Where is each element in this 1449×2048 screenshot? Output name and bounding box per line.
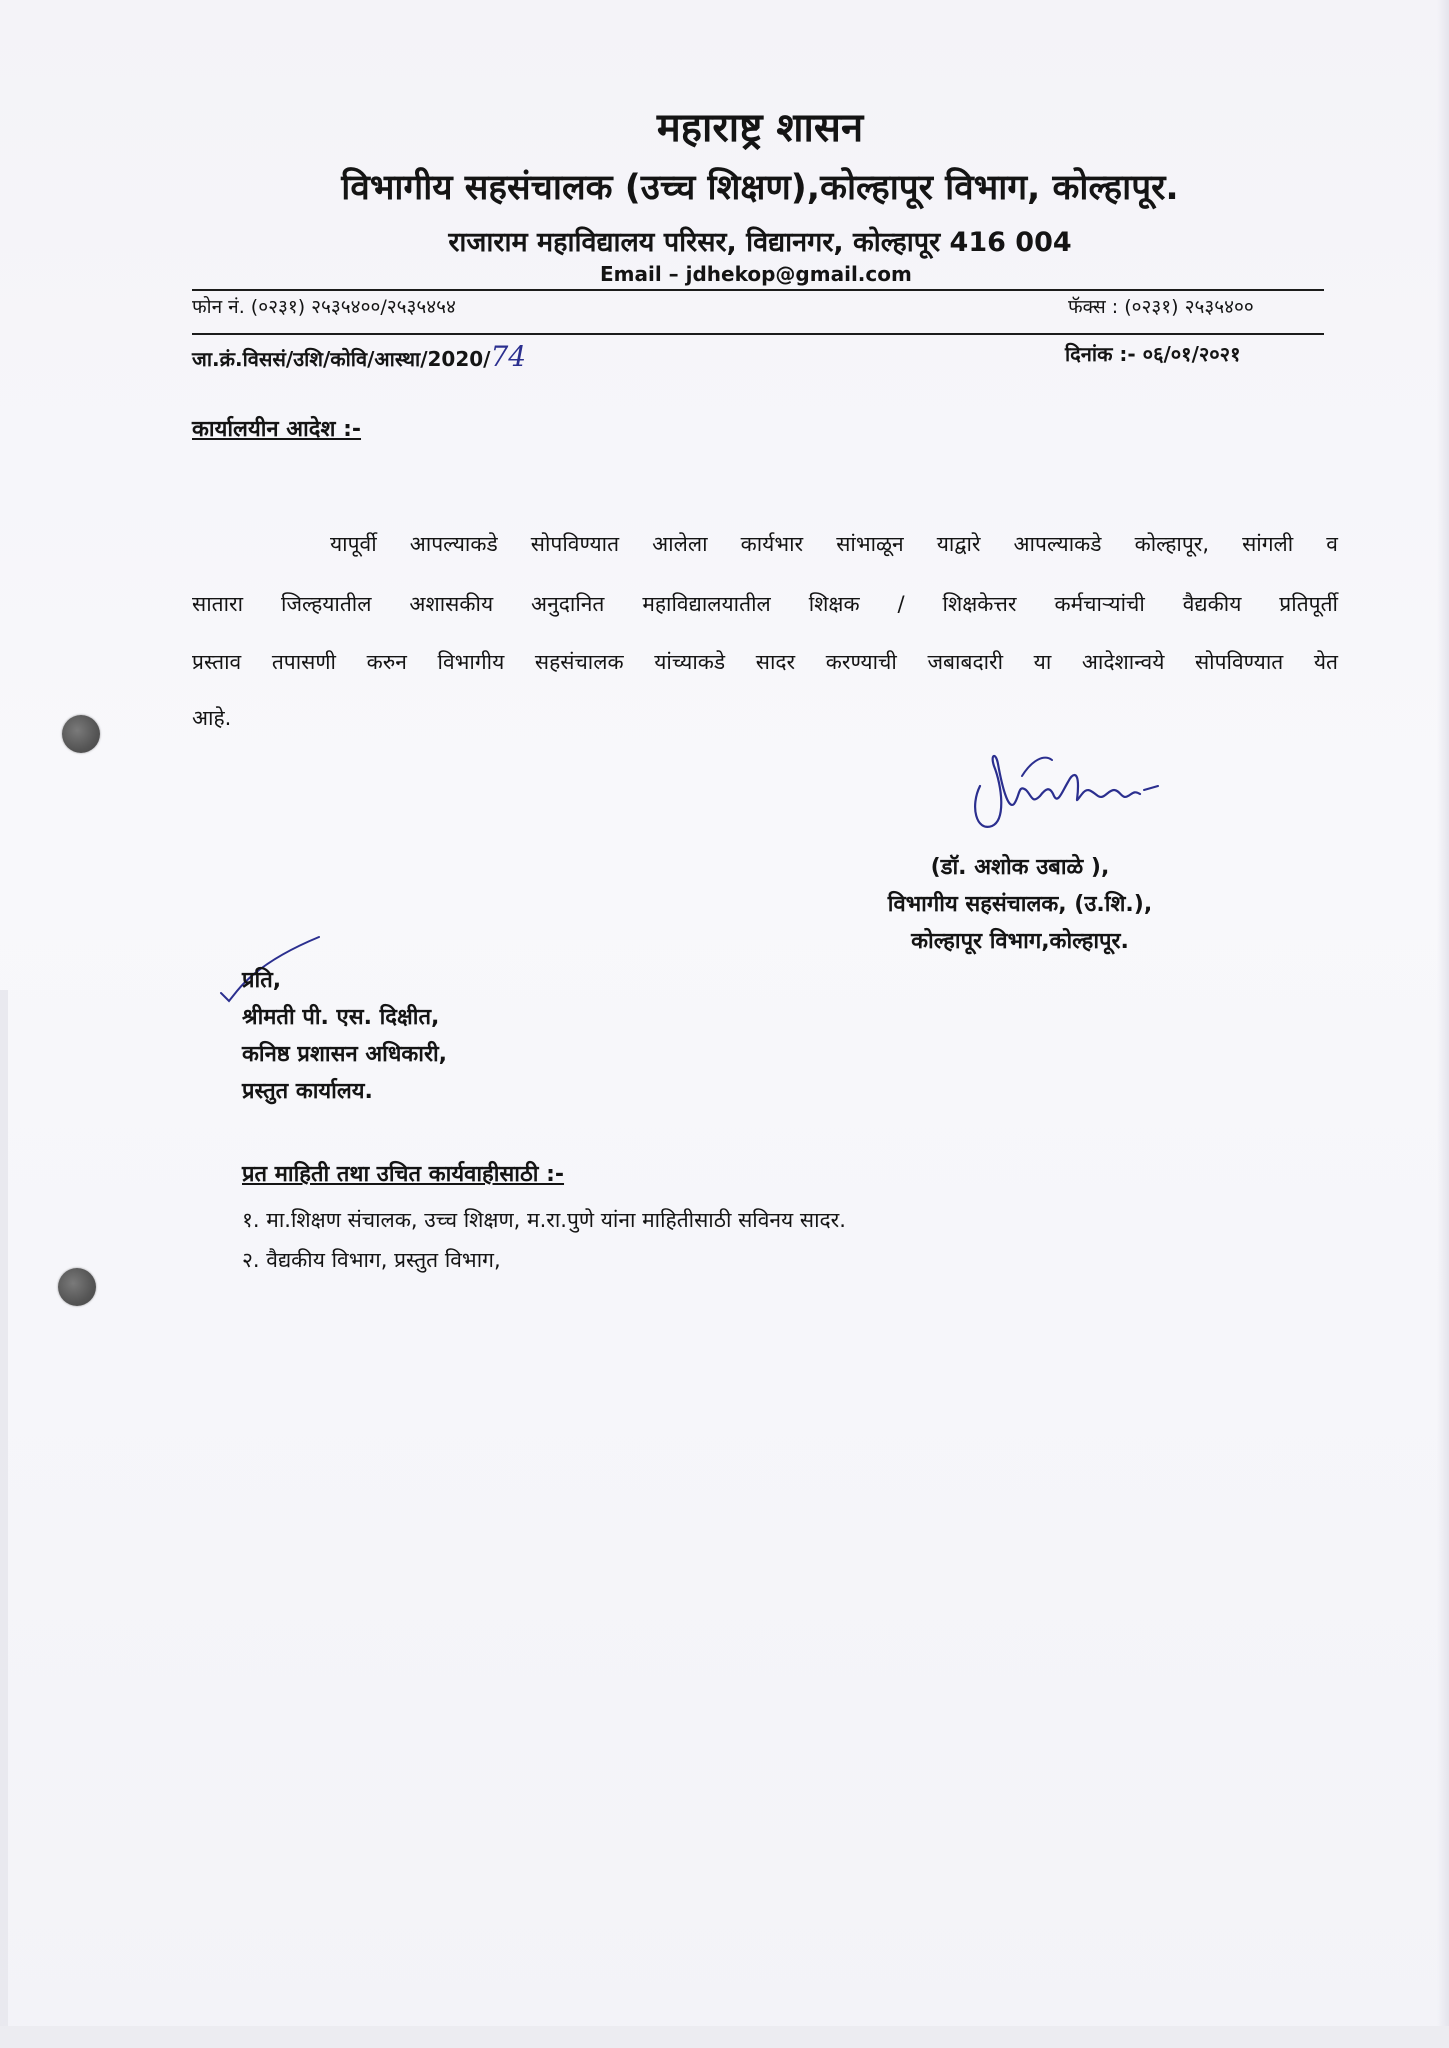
signatory-designation: विभागीय सहसंचालक, (उ.शि.), [887,892,1153,917]
reference-number [192,340,526,373]
signatory-name: (डॉ. अशोक उबाळे ), [930,855,1110,880]
department-title: विभागीय सहसंचालक (उच्च शिक्षण),कोल्हापूर विभाग, कोल्हापूर. [341,168,1179,208]
copy-to-list [242,1200,846,1280]
recipient-designation: कनिष्ठ प्रशासन अधिकारी, [242,1042,448,1067]
recipient-office: प्रस्तुत कार्यालय. [242,1079,373,1104]
signatory-block [820,849,1220,960]
order-body-line-1: यापूर्वी आपल्याकडे सोपविण्यात आलेला कार्यभार सांभाळून याद्वारे आपल्याकडे कोल्हापूर, सांगली व [330,532,1338,556]
copy-to-heading: प्रत माहिती तथा उचित कार्यवाहीसाठी :- [242,1162,565,1187]
order-body-line-2: सातारा जिल्हयातील अशासकीय अनुदानित महाविद्यालयातील शिक्षक / शिक्षकेत्तर कर्मचाऱ्यांची वैद्यकीय प्रतिपूर्ती [192,592,1338,616]
scan-right-edge [1437,0,1449,2048]
office-address: राजाराम महाविद्यालय परिसर, विद्यानगर, कोल्हापूर 416 004 [448,227,1072,258]
reference-number-handwritten: 74 [490,340,527,373]
government-title: महाराष्ट्र शासन [656,105,864,151]
fax-number: फॅक्स : (०२३१) २५३५४०० [1068,296,1254,318]
recipient-to: प्रति, [242,968,282,993]
copy-to-item: १. मा.शिक्षण संचालक, उच्च शिक्षण, म.रा.पुणे यांना माहितीसाठी सविनय सादर. [242,1208,846,1232]
header-divider-bottom [192,333,1324,335]
scan-bottom-edge [0,2026,1449,2048]
scan-left-edge [0,990,8,2048]
punch-hole-upper [62,715,100,753]
recipient-block [242,962,447,1110]
punch-hole-lower [58,1268,96,1306]
order-heading: कार्यालयीन आदेश :- [192,417,362,442]
copy-to-item: २. वैद्यकीय विभाग, प्रस्तुत विभाग, [242,1248,501,1272]
phone-numbers: फोन नं. (०२३१) २५३५४००/२५३५४५४ [192,296,456,318]
reference-number-prefix: जा.क्रं.विससं/उशि/कोवि/आस्था/2020/ [192,347,491,371]
recipient-name: श्रीमती पी. एस. दिक्षीत, [242,1005,440,1030]
office-email: Email – jdhekop@gmail.com [600,262,912,286]
header-divider-top [192,289,1324,291]
signatory-office: कोल्हापूर विभाग,कोल्हापूर. [911,929,1129,954]
order-body-line-3: प्रस्ताव तपासणी करुन विभागीय सहसंचालक यांच्याकडे सादर करण्याची जबाबदारी या आदेशान्वये सोपविण्यात येत [192,650,1338,674]
order-date: दिनांक :- ०६/०१/२०२१ [1065,342,1241,366]
order-body-line-4: आहे. [192,706,232,730]
signature-scribble [962,746,1172,842]
